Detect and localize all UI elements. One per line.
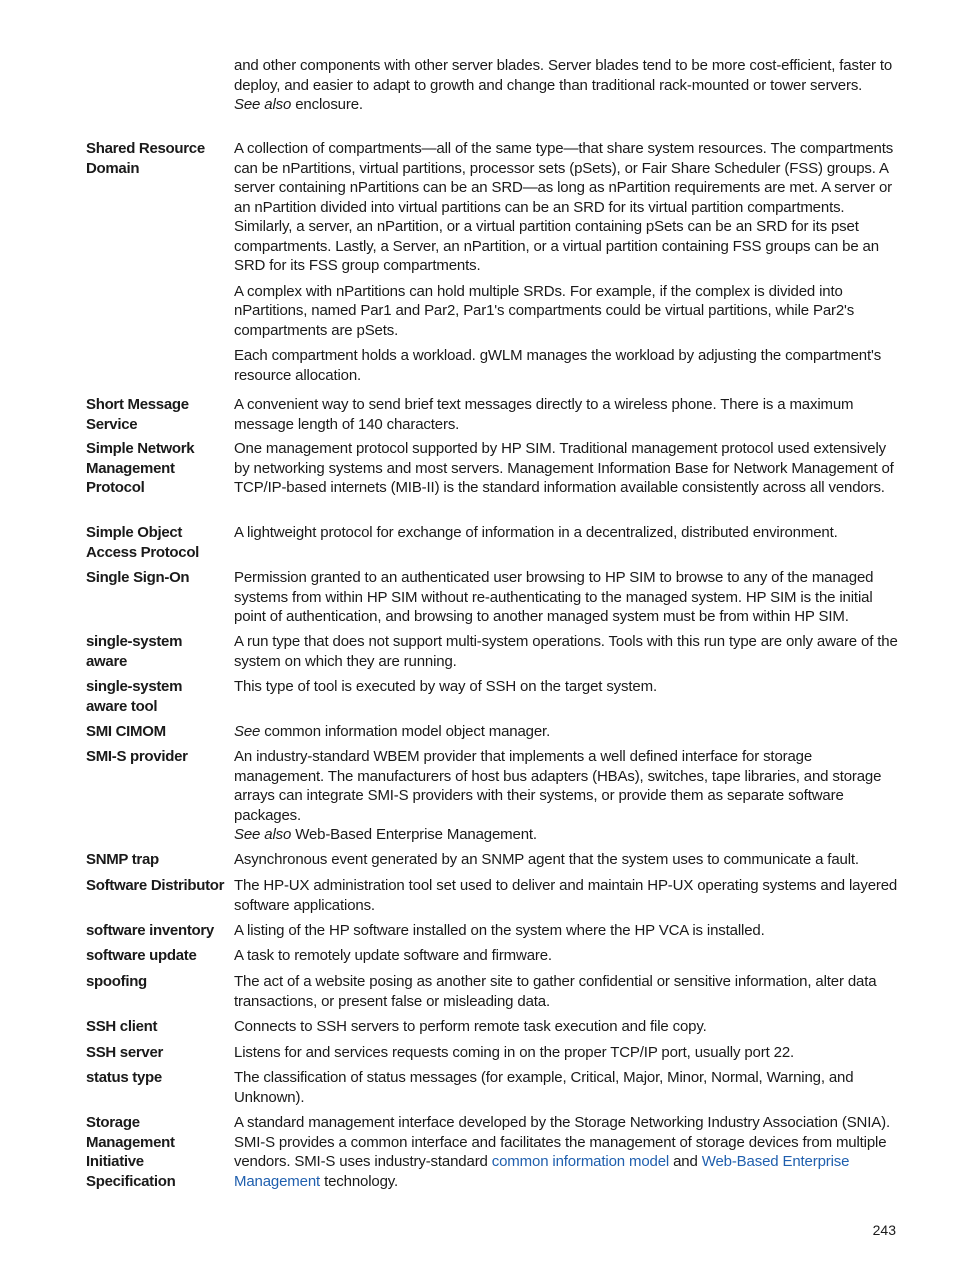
glossary-definition <box>234 1113 902 1191</box>
see-also-label: See also <box>234 826 292 843</box>
definition-text: and other components with other server blades. Server blades tend to be more cost-efficient, faster to deploy, and easier to adapt to growth and change than traditional rack-mounted or tower servers. <box>234 57 893 94</box>
see-reference: common information model object manager. <box>264 723 551 740</box>
glossary-definition <box>234 722 902 742</box>
see-also-reference: enclosure. <box>295 96 363 113</box>
glossary-term: Storage Management Initiative Specification <box>86 1114 176 1190</box>
link-common-information-model[interactable]: common information model <box>491 1153 670 1170</box>
definition-paragraph: A complex with nPartitions can hold multiple SRDs. For example, if the complex is divided into nPartitions, named Par1 and Par2, Par1's compartments could be virtual partitions, while Par2's compartments are pSets. <box>234 282 855 339</box>
see-label: See <box>234 723 261 740</box>
definition-text: technology. <box>324 1172 399 1190</box>
glossary-definition: The classification of status messages (for example, Critical, Major, Minor, Normal, Warning, and Unknown). <box>234 1069 854 1106</box>
glossary-term: SNMP trap <box>86 851 159 868</box>
glossary-term: Single Sign-On <box>86 569 190 586</box>
glossary-term: Shared Resource Domain <box>86 140 205 177</box>
glossary-term: software inventory <box>86 922 214 939</box>
definition-text: and <box>673 1153 698 1170</box>
glossary-term: Short Message Service <box>86 396 189 433</box>
glossary-definition: The HP-UX administration tool set used to deliver and maintain HP-UX operating systems and layered software applications. <box>234 877 898 914</box>
glossary-definition: Permission granted to an authenticated user browsing to HP SIM to browse to any of the managed systems from within HP SIM without re-authenticating to the managed system. HP SIM is the initial point of authentication, and browsing to another managed system must be from within HP SIM. <box>234 569 874 625</box>
definition-text: An industry-standard WBEM provider that implements a well defined interface for storage management. The manufacturers of host bus adapters (HBAs), switches, tape libraries, and storage arrays can integrate SMI-S providers with their systems, or provide them as separate software packages. <box>234 748 882 824</box>
glossary-term: Simple Network Management Protocol <box>86 440 195 496</box>
definition-paragraph: Each compartment holds a workload. gWLM manages the workload by adjusting the compartment's resource allocation. <box>234 347 882 384</box>
see-also-label: See also <box>234 96 292 113</box>
glossary-definition <box>234 139 902 385</box>
glossary-definition: Listens for and services requests coming in on the proper TCP/IP port, usually port 22. <box>234 1044 795 1061</box>
glossary-term: single-system aware tool <box>86 678 183 715</box>
glossary-term: software update <box>86 947 197 964</box>
glossary-definition: Connects to SSH servers to perform remote task execution and file copy. <box>234 1018 707 1035</box>
glossary-definition: A convenient way to send brief text messages directly to a wireless phone. There is a maximum message length of 140 characters. <box>234 396 854 433</box>
glossary-term: single-system aware <box>86 633 183 670</box>
glossary-definition: This type of tool is executed by way of SSH on the target system. <box>234 678 657 695</box>
glossary-definition: One management protocol supported by HP SIM. Traditional management protocol used extensively by networking systems and most servers. Management Information Base for Network Management of TCP/IP-based internets (MIB-II) is the standard information available consistently across all vendors. <box>234 440 894 496</box>
glossary-definition: A task to remotely update software and firmware. <box>234 947 552 964</box>
glossary-term: Software Distributor <box>86 877 225 894</box>
see-also-reference: Web-Based Enterprise Management. <box>295 826 537 843</box>
definition-continuation <box>234 56 902 115</box>
glossary-definition: A listing of the HP software installed on the system where the HP VCA is installed. <box>234 922 765 939</box>
glossary-term: status type <box>86 1069 162 1086</box>
definition-paragraph: A collection of compartments—all of the same type—that share system resources. The compartments can be nPartitions, virtual partitions, processor sets (pSets), or Fair Share Scheduler (FSS) groups. A server containing nPartitions can be an SRD—as long as nPartition requirements are met. A server or an nPartition divided into virtual partitions can be an SRD for its virtual partition compartments. Similarly, a server, an nPartition, or a virtual partition containing pSets can be an SRD for its pset compartments. Lastly, a Server, an nPartition, or a virtual partition containing FSS groups can be an SRD for its FSS group compartments. <box>234 140 894 274</box>
glossary-definition: Asynchronous event generated by an SNMP agent that the system uses to communicate a fault. <box>234 851 859 868</box>
glossary-definition: The act of a website posing as another site to gather confidential or sensitive information, alter data transactions, or present false or misleading data. <box>234 973 877 1010</box>
glossary-term: Simple Object Access Protocol <box>86 524 200 561</box>
glossary-definition: A run type that does not support multi-system operations. Tools with this run type are only aware of the system on which they are running. <box>234 633 898 670</box>
glossary-definition <box>234 747 902 845</box>
glossary-definition: A lightweight protocol for exchange of information in a decentralized, distributed environment. <box>234 524 838 541</box>
link-web-based-enterprise-management[interactable]: Web-Based Enterprise Management <box>234 1153 850 1190</box>
definition-text: A standard management interface developed by the Storage Networking Industry Association (SNIA). SMI-S provides a common interface and facilitates the management of storage devices from multiple vendors. SMI-S uses industry-standard <box>234 1114 890 1170</box>
glossary-term: SMI CIMOM <box>86 723 166 740</box>
glossary-term: spoofing <box>86 973 147 990</box>
page-number: 243 <box>872 1222 896 1238</box>
glossary-term: SSH server <box>86 1044 164 1061</box>
glossary-term: SSH client <box>86 1018 158 1035</box>
glossary-term: SMI-S provider <box>86 748 188 765</box>
